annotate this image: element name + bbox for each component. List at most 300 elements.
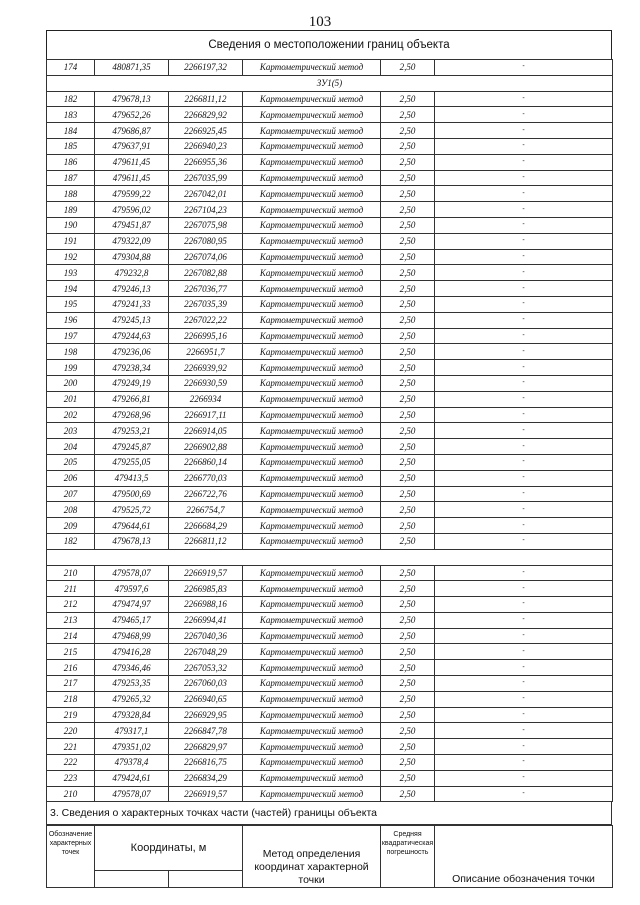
coord-x: 479611,45 [95, 154, 169, 170]
table-row [47, 454, 613, 470]
point-number: 187 [47, 170, 95, 186]
accuracy: 2,50 [381, 107, 435, 123]
accuracy: 2,50 [381, 723, 435, 739]
description: - [435, 423, 613, 439]
point-number: 186 [47, 154, 95, 170]
coord-x: 479652,26 [95, 107, 169, 123]
coord-y: 2267060,03 [169, 676, 243, 692]
accuracy: 2,50 [381, 170, 435, 186]
point-number: 219 [47, 707, 95, 723]
coord-y: 2266829,97 [169, 739, 243, 755]
point-number: 214 [47, 628, 95, 644]
accuracy: 2,50 [381, 502, 435, 518]
table-row [47, 502, 613, 518]
point-number: 205 [47, 454, 95, 470]
description: - [435, 533, 613, 549]
accuracy: 2,50 [381, 249, 435, 265]
accuracy: 2,50 [381, 60, 435, 76]
accuracy: 2,50 [381, 676, 435, 692]
point-number: 210 [47, 565, 95, 581]
point-number: 218 [47, 691, 95, 707]
coord-y: 2267048,29 [169, 644, 243, 660]
description: - [435, 281, 613, 297]
coord-y: 2266902,88 [169, 439, 243, 455]
coord-x: 479678,13 [95, 533, 169, 549]
point-number: 182 [47, 533, 95, 549]
method: Картометрический метод [243, 249, 381, 265]
point-number: 210 [47, 786, 95, 802]
description: - [435, 60, 613, 76]
empty-cell [243, 549, 381, 565]
table-row [47, 644, 613, 660]
point-number: 192 [47, 249, 95, 265]
description: - [435, 407, 613, 423]
description: - [435, 233, 613, 249]
coord-x: 479578,07 [95, 565, 169, 581]
header-coords: Координаты, м [95, 826, 243, 871]
method: Картометрический метод [243, 770, 381, 786]
accuracy: 2,50 [381, 707, 435, 723]
method: Картометрический метод [243, 518, 381, 534]
point-number: 220 [47, 723, 95, 739]
table-row [47, 170, 613, 186]
coord-y: 2266951,7 [169, 344, 243, 360]
accuracy: 2,50 [381, 470, 435, 486]
accuracy: 2,50 [381, 123, 435, 139]
coord-x: 479266,81 [95, 391, 169, 407]
table-row [47, 407, 613, 423]
method: Картометрический метод [243, 186, 381, 202]
description: - [435, 439, 613, 455]
coord-x: 479253,21 [95, 423, 169, 439]
point-number: 190 [47, 217, 95, 233]
coord-y: 2266925,45 [169, 123, 243, 139]
description: - [435, 154, 613, 170]
method: Картометрический метод [243, 123, 381, 139]
separator-row [47, 549, 613, 565]
accuracy: 2,50 [381, 660, 435, 676]
table-row [47, 486, 613, 502]
description: - [435, 91, 613, 107]
method: Картометрический метод [243, 533, 381, 549]
coordinates-table [46, 59, 613, 802]
accuracy: 2,50 [381, 628, 435, 644]
coord-x: 479611,45 [95, 170, 169, 186]
method: Картометрический метод [243, 344, 381, 360]
table-row [47, 739, 613, 755]
method: Картометрический метод [243, 502, 381, 518]
accuracy: 2,50 [381, 770, 435, 786]
subsection-label: ЗУ1(5) [47, 75, 613, 91]
point-number: 222 [47, 755, 95, 771]
table-row [47, 186, 613, 202]
table-row [47, 470, 613, 486]
coord-x: 479578,07 [95, 786, 169, 802]
method: Картометрический метод [243, 312, 381, 328]
description: - [435, 755, 613, 771]
point-number: 206 [47, 470, 95, 486]
coord-y: 2266994,41 [169, 612, 243, 628]
coord-y: 2267022,22 [169, 312, 243, 328]
coord-x: 479351,02 [95, 739, 169, 755]
coord-x: 479346,46 [95, 660, 169, 676]
method: Картометрический метод [243, 407, 381, 423]
table-row [47, 581, 613, 597]
method: Картометрический метод [243, 691, 381, 707]
coord-y: 2266929,95 [169, 707, 243, 723]
description: - [435, 360, 613, 376]
coord-x: 479255,05 [95, 454, 169, 470]
description: - [435, 707, 613, 723]
method: Картометрический метод [243, 60, 381, 76]
table-row [47, 265, 613, 281]
method: Картометрический метод [243, 739, 381, 755]
point-number: 201 [47, 391, 95, 407]
point-number: 203 [47, 423, 95, 439]
description: - [435, 676, 613, 692]
description: - [435, 170, 613, 186]
table-row [47, 770, 613, 786]
method: Картометрический метод [243, 723, 381, 739]
point-number: 197 [47, 328, 95, 344]
empty-cell [435, 549, 613, 565]
table-row [47, 217, 613, 233]
coord-y: 2266197,32 [169, 60, 243, 76]
coord-y: 2266939,92 [169, 360, 243, 376]
coord-x: 479265,32 [95, 691, 169, 707]
table-row [47, 154, 613, 170]
point-number: 217 [47, 676, 95, 692]
point-number: 196 [47, 312, 95, 328]
accuracy: 2,50 [381, 138, 435, 154]
table-row [47, 691, 613, 707]
accuracy: 2,50 [381, 296, 435, 312]
section-title: Сведения о местоположении границ объекта [46, 30, 612, 59]
method: Картометрический метод [243, 296, 381, 312]
coord-y: 2266919,57 [169, 565, 243, 581]
coord-y: 2267075,98 [169, 217, 243, 233]
accuracy: 2,50 [381, 691, 435, 707]
description: - [435, 612, 613, 628]
coord-x: 479245,13 [95, 312, 169, 328]
method: Картометрический метод [243, 265, 381, 281]
coord-x: 479246,13 [95, 281, 169, 297]
accuracy: 2,50 [381, 565, 435, 581]
header-method: Метод определения координат характерной точки [243, 826, 381, 888]
table-row [47, 375, 613, 391]
coord-y: 2266811,12 [169, 533, 243, 549]
coord-y: 2266684,29 [169, 518, 243, 534]
method: Картометрический метод [243, 375, 381, 391]
coord-y: 2266914,05 [169, 423, 243, 439]
table-row [47, 786, 613, 802]
coord-x: 479304,88 [95, 249, 169, 265]
description: - [435, 138, 613, 154]
coord-y: 2266770,03 [169, 470, 243, 486]
table-row [47, 281, 613, 297]
point-number: 216 [47, 660, 95, 676]
accuracy: 2,50 [381, 375, 435, 391]
point-number: 202 [47, 407, 95, 423]
accuracy: 2,50 [381, 217, 435, 233]
accuracy: 2,50 [381, 391, 435, 407]
coord-x: 479238,34 [95, 360, 169, 376]
description: - [435, 107, 613, 123]
header-x [95, 871, 169, 888]
section3-title: 3. Сведения о характерных точках части (частей) границы объекта [46, 802, 612, 825]
page-number: 103 [308, 14, 332, 30]
description: - [435, 565, 613, 581]
point-number: 223 [47, 770, 95, 786]
table-row [47, 249, 613, 265]
coord-x: 479378,4 [95, 755, 169, 771]
coord-x: 479468,99 [95, 628, 169, 644]
method: Картометрический метод [243, 281, 381, 297]
coord-y: 2266940,23 [169, 138, 243, 154]
coord-y: 2266995,16 [169, 328, 243, 344]
header-accuracy: Средняя квадратическая погрешность [381, 826, 435, 888]
description: - [435, 217, 613, 233]
coord-y: 2266988,16 [169, 597, 243, 613]
description: - [435, 786, 613, 802]
coord-y: 2266847,78 [169, 723, 243, 739]
coord-x: 479525,72 [95, 502, 169, 518]
coord-x: 479678,13 [95, 91, 169, 107]
table-row [47, 123, 613, 139]
method: Картометрический метод [243, 170, 381, 186]
method: Картометрический метод [243, 360, 381, 376]
table-row [47, 296, 613, 312]
point-number: 213 [47, 612, 95, 628]
point-number: 189 [47, 202, 95, 218]
accuracy: 2,50 [381, 581, 435, 597]
table-row [47, 60, 613, 76]
subsection-row [47, 75, 613, 91]
method: Картометрический метод [243, 233, 381, 249]
accuracy: 2,50 [381, 233, 435, 249]
description: - [435, 644, 613, 660]
method: Картометрический метод [243, 107, 381, 123]
accuracy: 2,50 [381, 202, 435, 218]
accuracy: 2,50 [381, 644, 435, 660]
coord-y: 2266985,83 [169, 581, 243, 597]
coord-x: 479500,69 [95, 486, 169, 502]
accuracy: 2,50 [381, 344, 435, 360]
table-row [47, 612, 613, 628]
point-number: 209 [47, 518, 95, 534]
empty-cell [381, 549, 435, 565]
coord-y: 2267053,32 [169, 660, 243, 676]
method: Картометрический метод [243, 217, 381, 233]
description: - [435, 454, 613, 470]
accuracy: 2,50 [381, 328, 435, 344]
coord-x: 479686,87 [95, 123, 169, 139]
description: - [435, 375, 613, 391]
method: Картометрический метод [243, 91, 381, 107]
point-number: 204 [47, 439, 95, 455]
method: Картометрический метод [243, 470, 381, 486]
table-row [47, 565, 613, 581]
coord-x: 479474,97 [95, 597, 169, 613]
coord-x: 479241,33 [95, 296, 169, 312]
coord-y: 2266816,75 [169, 755, 243, 771]
coord-x: 479644,61 [95, 518, 169, 534]
point-number: 188 [47, 186, 95, 202]
coord-x: 479465,17 [95, 612, 169, 628]
coord-y: 2266930,59 [169, 375, 243, 391]
method: Картометрический метод [243, 612, 381, 628]
accuracy: 2,50 [381, 533, 435, 549]
section3-header-table [46, 825, 613, 888]
table-row [47, 676, 613, 692]
table-row [47, 344, 613, 360]
coord-y: 2267035,39 [169, 296, 243, 312]
point-number: 198 [47, 344, 95, 360]
coord-x: 479268,96 [95, 407, 169, 423]
coord-y: 2266917,11 [169, 407, 243, 423]
header-y [169, 871, 243, 888]
accuracy: 2,50 [381, 739, 435, 755]
method: Картометрический метод [243, 786, 381, 802]
coord-x: 479413,5 [95, 470, 169, 486]
point-number: 212 [47, 597, 95, 613]
accuracy: 2,50 [381, 91, 435, 107]
coord-x: 479253,35 [95, 676, 169, 692]
table-row [47, 439, 613, 455]
table-row [47, 660, 613, 676]
description: - [435, 581, 613, 597]
accuracy: 2,50 [381, 186, 435, 202]
method: Картометрический метод [243, 138, 381, 154]
method: Картометрический метод [243, 154, 381, 170]
point-number: 208 [47, 502, 95, 518]
point-number: 195 [47, 296, 95, 312]
method: Картометрический метод [243, 581, 381, 597]
table-row [47, 628, 613, 644]
coord-y: 2266811,12 [169, 91, 243, 107]
header-designation: Обозначение характерных точек [47, 826, 95, 888]
coord-y: 2267104,23 [169, 202, 243, 218]
method: Картометрический метод [243, 660, 381, 676]
point-number: 207 [47, 486, 95, 502]
point-number: 191 [47, 233, 95, 249]
point-number: 215 [47, 644, 95, 660]
coord-y: 2267040,36 [169, 628, 243, 644]
coord-x: 479328,84 [95, 707, 169, 723]
coord-x: 479424,61 [95, 770, 169, 786]
coord-y: 2267080,95 [169, 233, 243, 249]
empty-cell [47, 549, 95, 565]
method: Картометрический метод [243, 755, 381, 771]
accuracy: 2,50 [381, 265, 435, 281]
accuracy: 2,50 [381, 407, 435, 423]
coord-x: 479245,87 [95, 439, 169, 455]
point-number: 174 [47, 60, 95, 76]
description: - [435, 628, 613, 644]
accuracy: 2,50 [381, 486, 435, 502]
method: Картометрический метод [243, 628, 381, 644]
coord-y: 2266934 [169, 391, 243, 407]
document-frame [46, 30, 612, 888]
coord-y: 2267082,88 [169, 265, 243, 281]
description: - [435, 265, 613, 281]
table-row [47, 360, 613, 376]
coord-x: 479249,19 [95, 375, 169, 391]
coord-y: 2266919,57 [169, 786, 243, 802]
point-number: 194 [47, 281, 95, 297]
table-row [47, 233, 613, 249]
description: - [435, 328, 613, 344]
description: - [435, 770, 613, 786]
point-number: 221 [47, 739, 95, 755]
table-row [47, 533, 613, 549]
point-number: 183 [47, 107, 95, 123]
description: - [435, 486, 613, 502]
description: - [435, 502, 613, 518]
description: - [435, 186, 613, 202]
table-row [47, 597, 613, 613]
coord-x: 479236,06 [95, 344, 169, 360]
description: - [435, 470, 613, 486]
accuracy: 2,50 [381, 281, 435, 297]
accuracy: 2,50 [381, 612, 435, 628]
coord-y: 2266955,36 [169, 154, 243, 170]
coord-y: 2267042,01 [169, 186, 243, 202]
point-number: 182 [47, 91, 95, 107]
accuracy: 2,50 [381, 360, 435, 376]
coord-y: 2267036,77 [169, 281, 243, 297]
description: - [435, 391, 613, 407]
coord-x: 479232,8 [95, 265, 169, 281]
coord-x: 479317,1 [95, 723, 169, 739]
table-row [47, 755, 613, 771]
method: Картометрический метод [243, 644, 381, 660]
coord-y: 2267035,99 [169, 170, 243, 186]
point-number: 185 [47, 138, 95, 154]
point-number: 184 [47, 123, 95, 139]
point-number: 193 [47, 265, 95, 281]
description: - [435, 202, 613, 218]
accuracy: 2,50 [381, 597, 435, 613]
header-description: Описание обозначения точки [435, 826, 613, 888]
method: Картометрический метод [243, 423, 381, 439]
empty-cell [95, 549, 169, 565]
method: Картометрический метод [243, 202, 381, 218]
point-number: 199 [47, 360, 95, 376]
coord-x: 479599,22 [95, 186, 169, 202]
table-row [47, 723, 613, 739]
description: - [435, 249, 613, 265]
description: - [435, 597, 613, 613]
table-row [47, 91, 613, 107]
accuracy: 2,50 [381, 439, 435, 455]
method: Картометрический метод [243, 439, 381, 455]
description: - [435, 296, 613, 312]
coord-x: 479244,63 [95, 328, 169, 344]
coord-y: 2266834,29 [169, 770, 243, 786]
table-row [47, 202, 613, 218]
method: Картометрический метод [243, 597, 381, 613]
description: - [435, 723, 613, 739]
description: - [435, 312, 613, 328]
coord-x: 479322,09 [95, 233, 169, 249]
accuracy: 2,50 [381, 786, 435, 802]
coord-y: 2266754,7 [169, 502, 243, 518]
table-row [47, 312, 613, 328]
table-row [47, 107, 613, 123]
method: Картометрический метод [243, 486, 381, 502]
description: - [435, 660, 613, 676]
